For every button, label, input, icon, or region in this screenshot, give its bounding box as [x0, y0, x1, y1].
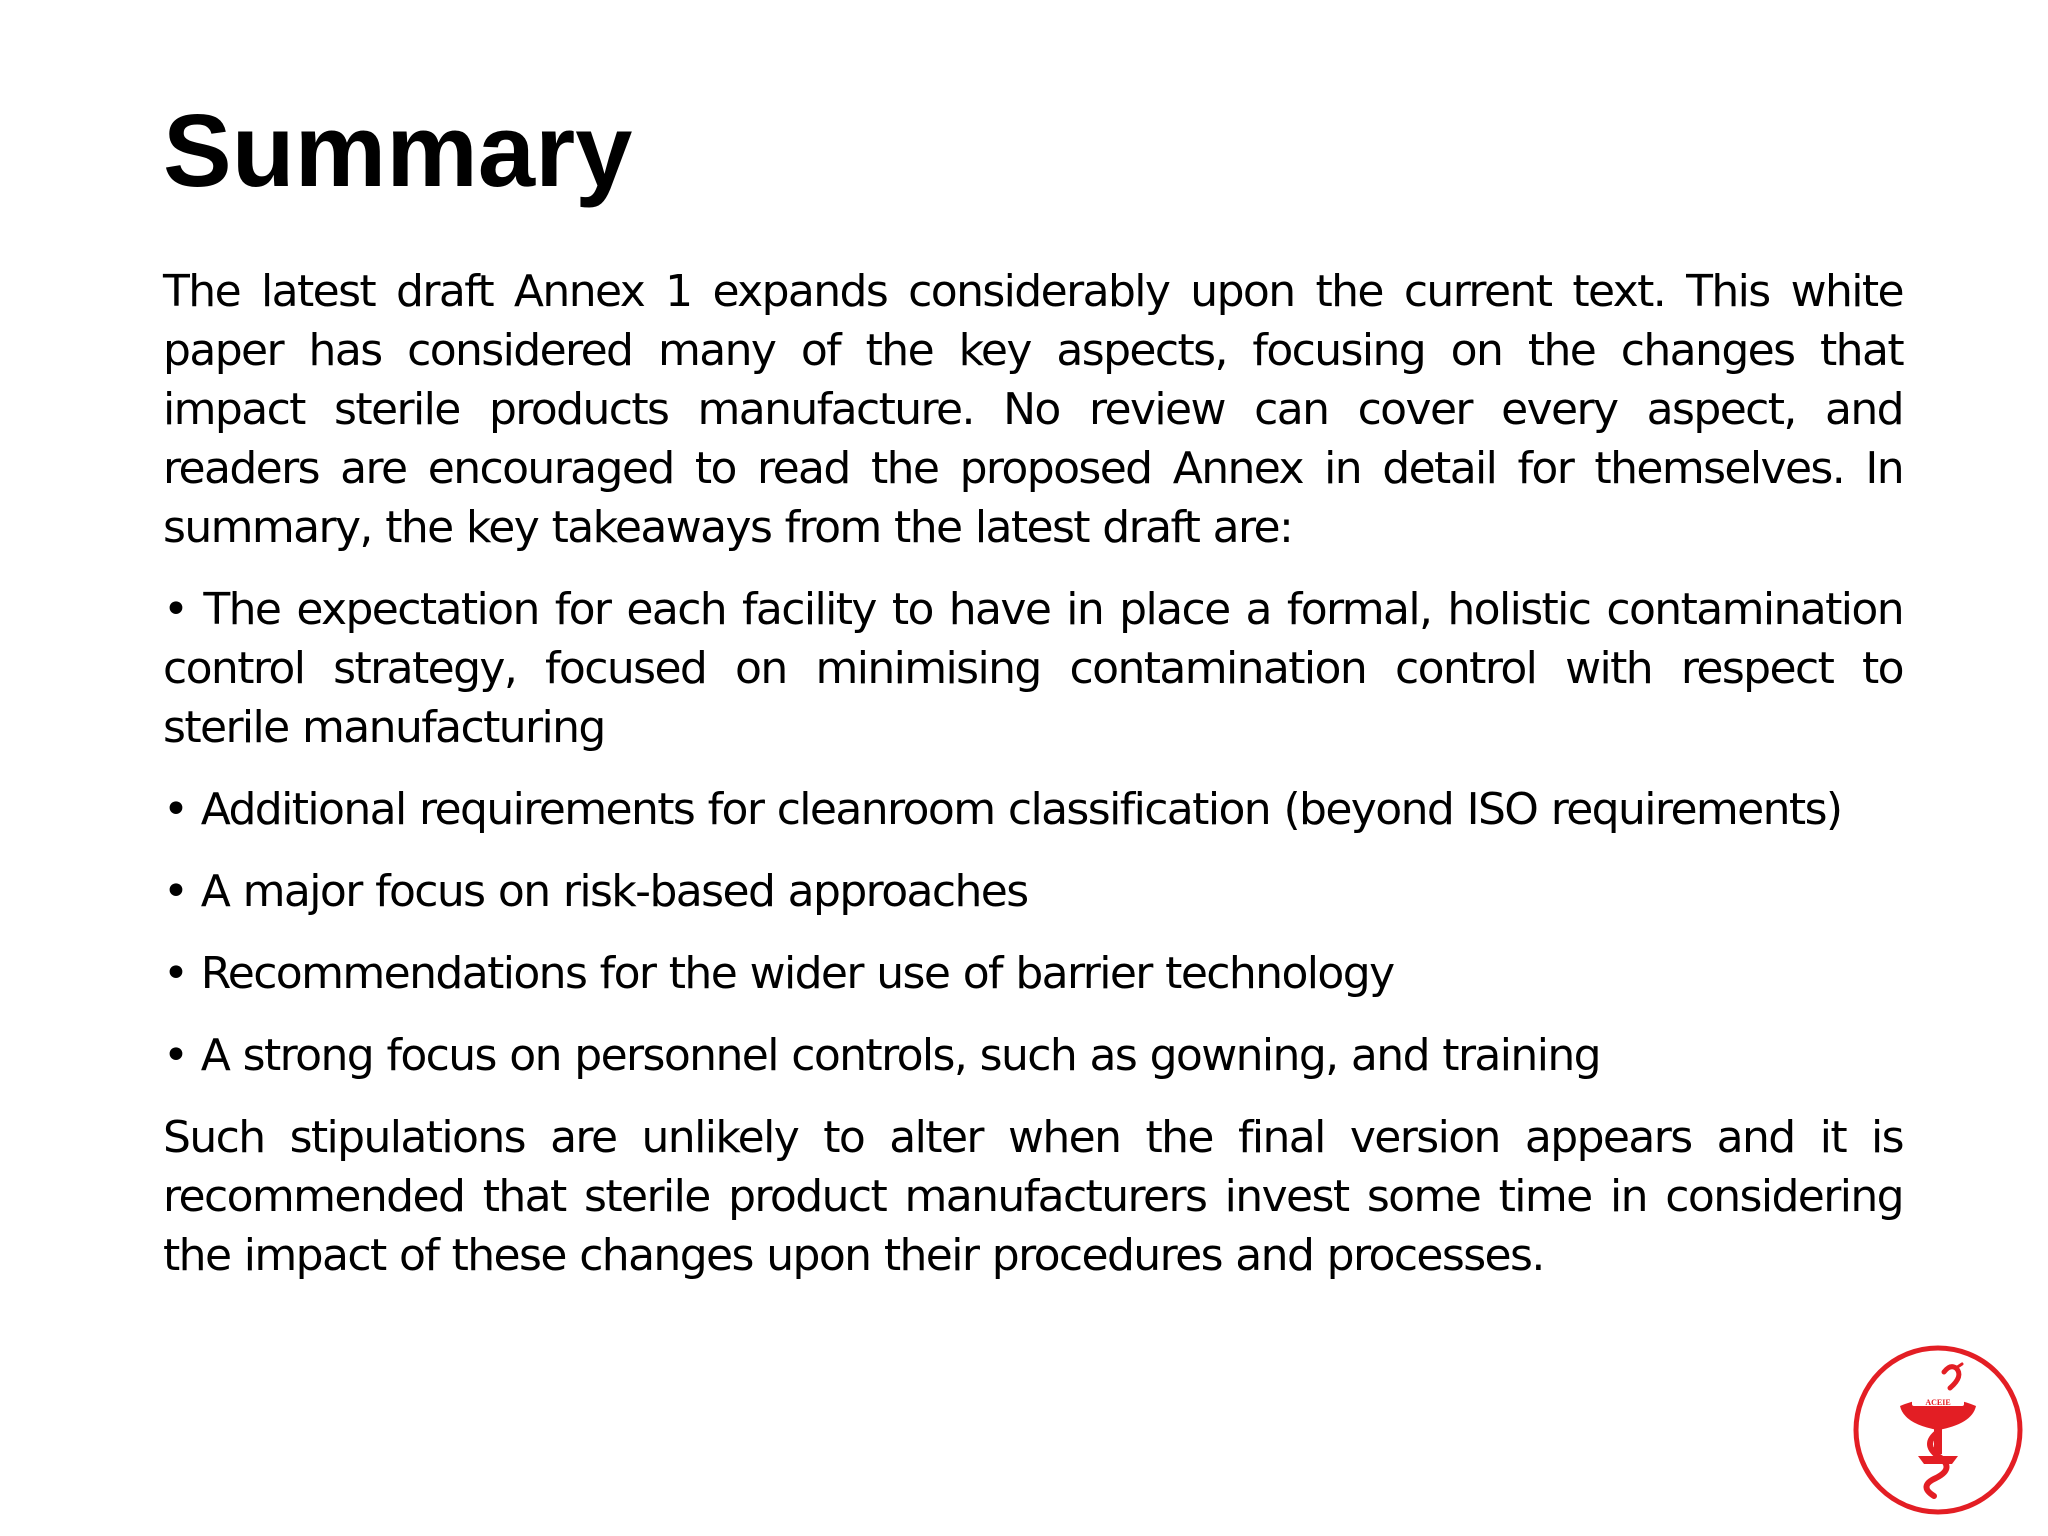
svg-text:ACEIE: ACEIE	[1925, 1398, 1951, 1407]
page-title: Summary	[163, 93, 633, 208]
slide-body	[163, 262, 1903, 1308]
conclusion-paragraph: Such stipulations are unlikely to alter when the final version appears and it is recommended that sterile product manufacturers invest some time in considering the impact of these changes upon their procedures and processes.	[163, 1112, 1903, 1281]
pharmacy-logo-icon	[1852, 1344, 2024, 1516]
bullet-item: • The expectation for each facility to have in place a formal, holistic contamination control strategy, focused on minimising contamination control with respect to sterile manufacturing	[163, 584, 1903, 753]
bullet-item: • Recommendations for the wider use of barrier technology	[163, 948, 1394, 999]
bullet-item: • A strong focus on personnel controls, such as gowning, and training	[163, 1030, 1600, 1081]
bullet-item: • A major focus on risk-based approaches	[163, 866, 1028, 917]
intro-paragraph: The latest draft Annex 1 expands considerably upon the current text. This white paper has considered many of the key aspects, focusing on the changes that impact sterile products manufacture. No review can cover every aspect, and readers are encouraged to read the proposed Annex in detail for themselves. In summary, the key takeaways from the latest draft are:	[163, 266, 1903, 553]
bullet-item: • Additional requirements for cleanroom classification (beyond ISO requirements)	[163, 784, 1842, 835]
